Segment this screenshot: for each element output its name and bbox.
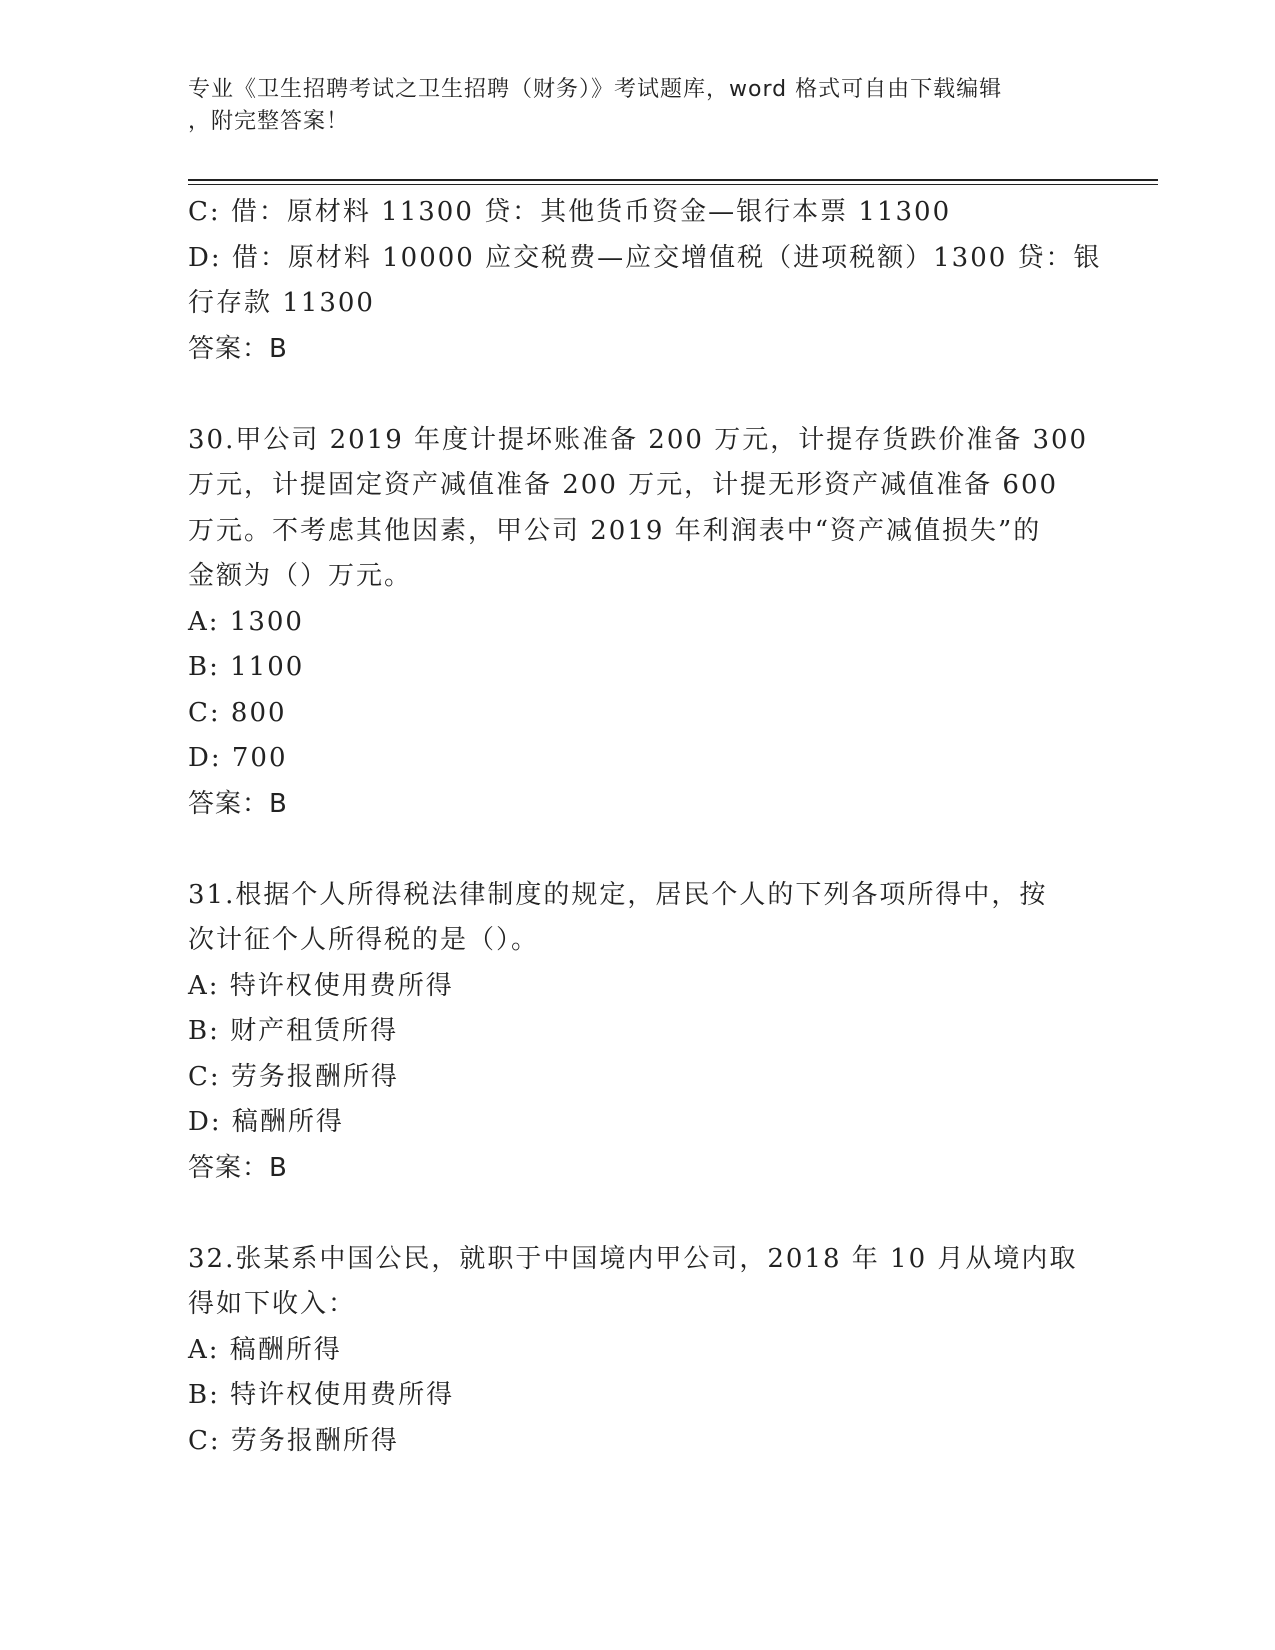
question-30-option-a: A: 1300 (188, 606, 304, 637)
question-31-option-b: B: 财产租赁所得 (188, 1016, 399, 1046)
document-body (188, 190, 1102, 1464)
header-divider-thick (188, 179, 1158, 181)
question-32-stem-1: 32.张某系中国公民，就职于中国境内甲公司，2018 年 10 月从境内取 (188, 1243, 1078, 1274)
question-32-option-b: B: 特许权使用费所得 (188, 1380, 455, 1410)
question-32-option-c: C: 劳务报酬所得 (188, 1425, 399, 1456)
spacer (188, 827, 1088, 873)
option-d-line-2: 行存款 11300 (188, 288, 375, 318)
question-30-stem-1: 30.甲公司 2019 年度计提坏账准备 200 万元，计提存货跌价准备 300 (188, 424, 1089, 455)
question-31-answer: 答案：B (188, 1152, 288, 1183)
question-32-option-a: A: 稿酬所得 (188, 1334, 342, 1365)
header-divider-thin (188, 184, 1158, 185)
question-31-option-c: C: 劳务报酬所得 (188, 1061, 399, 1092)
answer: 答案：B (188, 333, 288, 364)
question-31-option-d: D: 稿酬所得 (188, 1107, 344, 1137)
header-line-1: 专业《卫生招聘考试之卫生招聘（财务）》考试题库，word 格式可自由下载编辑 (188, 77, 1003, 102)
question-30-answer: 答案：B (188, 788, 288, 819)
question-32-stem-2: 得如下收入： (188, 1289, 357, 1319)
spacer (188, 372, 1088, 418)
question-30-stem-2: 万元，计提固定资产减值准备 200 万元，计提无形资产减值准备 600 (188, 470, 1059, 500)
document-header (188, 74, 1068, 138)
question-30-option-b: B: 1100 (188, 652, 305, 682)
question-31-stem-1: 31.根据个人所得税法律制度的规定，居民个人的下列各项所得中，按 (188, 879, 1048, 910)
spacer (188, 1191, 1088, 1237)
header-line-2: ，附完整答案！ (188, 109, 350, 134)
question-30-option-d: D: 700 (188, 743, 288, 773)
question-30-stem-4: 金额为（）万元。 (188, 561, 413, 591)
question-31-option-a: A: 特许权使用费所得 (188, 970, 454, 1001)
question-31-stem-2: 次计征个人所得税的是（）。 (188, 925, 540, 955)
option-c: C: 借：原材料 11300 贷：其他货币资金—银行本票 11300 (188, 197, 952, 227)
question-30-stem-3: 万元。不考虑其他因素，甲公司 2019 年利润表中“资产减值损失”的 (188, 515, 1042, 546)
question-30-option-c: C: 800 (188, 697, 287, 728)
option-d-line-1: D: 借：原材料 10000 应交税费—应交增值税（进项税额）1300 贷：银 (188, 242, 1102, 273)
